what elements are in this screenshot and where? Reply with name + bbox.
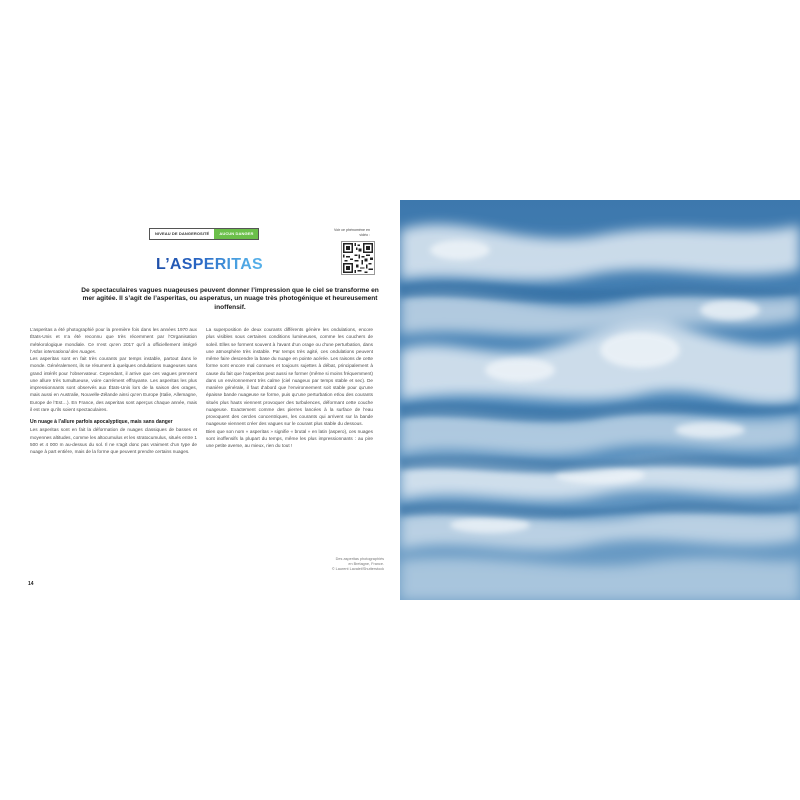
subheading: Un nuage à l’allure parfois apocalyptique, mais sans danger	[30, 419, 173, 425]
danger-level-badge	[149, 228, 259, 240]
text-column-2	[206, 326, 373, 449]
qr-code[interactable]	[341, 241, 375, 275]
cloud-photo	[400, 200, 800, 600]
paragraph: Bien que son nom « asperitas » signifie « brutal » en latin (aspero), ces nuages sont inoffensifs la plupart du temps, même les plus impressionnants : au pire une petite averse, au mieux, rien du tout !	[206, 428, 373, 448]
asperitas-clouds-image	[400, 200, 800, 600]
paragraph: L’asperitas a été photographié pour la première fois dans les années 1970 aux États-Unis et n’a été reconnu que très récemment par l’Organisation météorologique mondiale. Ce n’est qu’en 2017 qu’il a officiellement intégré l’Atlas international des nuages.	[30, 327, 197, 354]
paragraph: La superposition de deux courants différents génère les ondulations, encore plus visibles sous certaines conditions lumineuses, comme les couchers de soleil. Elles se forment souvent à l’avant d’un orage ou d’une perturbation, dans une atmosphère très instable. Par temps très agité, ces ondulations peuvent même faire descendre la base du nuage en pointe acérée. Les raisons de cette forme sont encore mal connues et toujours sujettes à débat, principalement à cause du fait que l’asperitas peut aussi se former (même si moins fréquemment) dans un environnement très calme (ciel nuageux par temps stable et sec). De manière générale, il faut d’abord que l’environnement soit stable pour qu’une épaisse bande nuageuse se forme, puis qu’une perturbation et/ou des courants situés plus hauts viennent provoquer des turbulences, déformant cette couche nuageuse. Exactement comme des pierres lancées à la surface de l’eau provoquent des cercles concentriques, les courants qui arrivent sur la bande nuageuse viennent créer des vagues sur le courant plus stable du dessous.	[206, 327, 373, 427]
danger-level-label: NIVEAU DE DANGEROSITÉ	[150, 229, 214, 239]
photo-caption: Des asperitas photographiés en Bretagne, France. © Laurent Lavalet/Shutterstock	[300, 557, 384, 572]
paragraph: Les asperitas sont en fait très courants par temps instable, partout dans le monde. Généralement, ils se résument à quelques ondulations nuageuses sans grand intérêt pour l’observateur. Cependant, il arrive que ces vagues prennent une allure très tumultueuse, voire carrément effrayante. Les asperitas les plus impressionnants sont observés aux États-Unis lors de la saison des orages, mais aussi en Australie, Nouvelle-Zélande ainsi qu’en Europe (Italie, Allemagne, Europe de l’Est…). En France, des asperitas sont aperçus chaque année, mais il est rare qu’ils soient spectaculaires.	[30, 356, 197, 412]
article-title: L’ASPERITAS	[156, 256, 264, 273]
danger-level-value: AUCUN DANGER	[214, 229, 258, 239]
qr-code-icon	[343, 243, 373, 273]
page-number: 14	[28, 581, 34, 587]
photo-credit: © Laurent Lavalet/Shutterstock	[331, 567, 384, 571]
paragraph: Les asperitas sont en fait la déformation de nuages classiques de basses et moyennes altitudes, comme les altocumulus et les stratocumulus, situés entre 1 500 et 4 000 m au-dessus du sol. Il ne s’agit donc pas vraiment d’un type de nuage à part entière, mais de la forme que peuvent prendre certains nuages.	[30, 427, 197, 454]
article-lede: De spectaculaires vagues nuageuses peuvent donner l’impression que le ciel se transforme en mer agitée. Il s’agit de l’asperitas, ou asperatus, un nuage très photogénique et heureusement inoffensif.	[81, 287, 379, 311]
text-column-1	[30, 326, 197, 455]
qr-label: Voir ce phénomène en vidéo :	[334, 228, 370, 237]
